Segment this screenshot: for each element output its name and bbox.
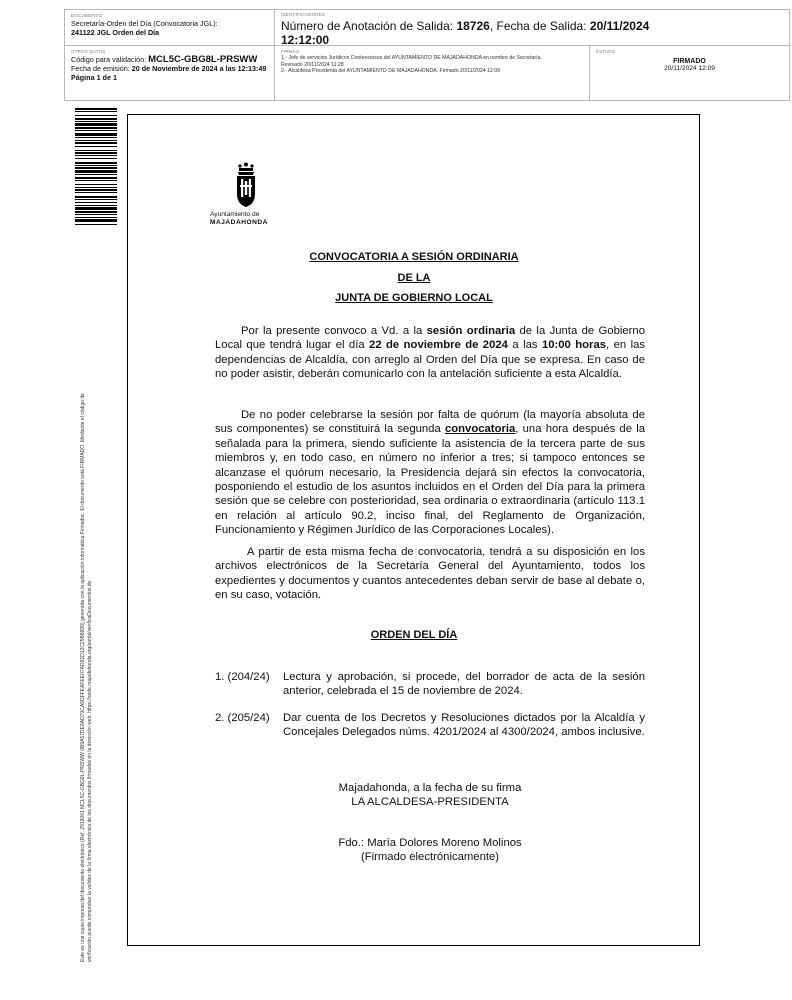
signer-name: Fdo.: María Dolores Moreno Molinos	[338, 837, 522, 849]
signer-note: (Firmado electrónicamente)	[360, 851, 500, 864]
signature-header-table	[64, 9, 790, 101]
anotacion-hora: 12:12:00	[281, 33, 330, 47]
barcode-stripe	[75, 224, 117, 225]
firma-2: 2.- Alcaldesa Presidenta del AYUNTAMIENTO DE MAJADAHONDA. Firmado 20/11/2024 12:09	[281, 68, 501, 74]
logo-caption-line1: Ayuntamiento de	[210, 211, 260, 218]
p1-c: de la Junta de Gobierno Local que tendrá lugar el día	[215, 325, 645, 352]
estado-cell	[590, 46, 789, 100]
documento-label: DOCUMENTO	[71, 13, 103, 18]
verification-side-text	[80, 292, 93, 962]
orden-item-text: Dar cuenta de los Decretos y Resoluciones dictados por la Alcaldía y Concejales Delegados núms. 4201/2024 al 4300/2024, ambos inclusive.	[283, 712, 645, 739]
paragraph-quorum	[215, 408, 645, 538]
p2-convocatoria: convocatoria	[444, 423, 516, 436]
logo-caption	[210, 211, 286, 227]
document-title-line2: DE LA	[397, 272, 431, 284]
anotacion-mid: , Fecha de Salida:	[489, 19, 590, 33]
documento-line2: 241122 JGL Orden del Día	[71, 28, 160, 37]
emision-prefix: Fecha de emisión:	[71, 64, 132, 73]
otros-datos-cell	[65, 46, 275, 100]
side-text-line2: verificación puede comprobar la validez de la firma electrónica de los documentos firmados en la dirección web: https://sede.majadahonda.org/portal/verificaDocumentos.do	[86, 580, 93, 962]
closing-role: LA ALCALDESA-PRESIDENTA	[351, 796, 509, 809]
logo-caption-line2: MAJADAHONDA	[210, 219, 268, 226]
closing-place: Majadahonda, a la fecha de su firma	[338, 782, 522, 794]
signature-block	[215, 836, 645, 865]
barcode-image	[75, 108, 117, 276]
firmas-label: FIRMAS	[281, 49, 300, 54]
codigo-prefix: Código para validación:	[71, 55, 149, 64]
anotacion-prefix: Número de Anotación de Salida:	[281, 19, 457, 33]
document-title-line3: JUNTA DE GOBIERNO LOCAL	[335, 292, 493, 304]
p1-sesion-ordinaria: sesión ordinaria	[426, 325, 516, 337]
orden-item-number: 1. (204/24)	[215, 671, 270, 683]
p1-g: , en las dependencias de Alcaldía, con arreglo al Orden del Día que se expresa. En caso de no poder asistir, deberán comunicarlo con la antelación suficiente a esta Alcaldía.	[215, 339, 646, 381]
p2-a: De no poder celebrarse la sesión por falta de quórum (la mayoría absoluta de sus componentes) se constituirá la segunda	[215, 409, 645, 436]
orden-item	[215, 711, 645, 740]
estado-label: ESTADO	[596, 49, 616, 54]
fecha-emision	[71, 64, 268, 73]
p1-hora: 10:00 horas	[541, 339, 607, 352]
identificadores-cell	[275, 10, 789, 46]
p1-a: Por la presente convoco a Vd. a la	[241, 325, 427, 337]
anotacion-numero: 18726	[456, 19, 490, 33]
codigo-value[interactable]: MCL5C-GBG8L-PRSWW	[148, 54, 258, 65]
document-title-line1: CONVOCATORIA A SESIÓN ORDINARIA	[309, 251, 519, 263]
otros-datos-label: OTROS DATOS	[71, 49, 106, 54]
paragraph-convocatoria	[215, 324, 645, 382]
firma-1: 1.- Jefe de servicios Jurídicos Contenciosos del AYUNTAMIENTO DE MAJADAHONDA en nombre de Secretaría.	[281, 55, 542, 61]
closing-block	[215, 781, 645, 810]
orden-item	[215, 670, 645, 699]
firma-1-revisado: Revisado 20/11/2024 11:28	[281, 61, 344, 68]
paragraph-archivos	[215, 545, 645, 603]
anotacion-salida	[281, 19, 783, 47]
orden-item-number: 2. (205/24)	[215, 712, 270, 724]
pagina-indicator: Página 1 de 1	[71, 73, 117, 82]
p1-fecha: 22 de noviembre de 2024	[369, 339, 508, 352]
documento-line1: Secretaría-Orden del Día (Convocatoria JGL):	[71, 19, 218, 28]
p1-e: a las	[507, 339, 542, 352]
estado-value: FIRMADO	[673, 58, 706, 65]
firmas-cell	[275, 46, 590, 100]
documento-cell	[65, 10, 275, 46]
emision-value: 20 de Noviembre de 2024 a las 12:13:49	[131, 64, 267, 73]
estado-fecha: 20/11/2024 12:09	[664, 65, 715, 72]
codigo-validacion	[71, 55, 268, 64]
orden-item-text: Lectura y aprobación, si procede, del borrador de acta de la sesión anterior, celebrada el 15 de noviembre de 2024.	[283, 671, 645, 698]
side-text-line1: Este es una copia impresa del documento electrónico (Ref: 2919061 MCL5C-GBG8L-PRSWW 0B9A57DE8AD70CA9DFFEAFEE07AD91D12C25B8999) generada con la aplicación informática Firmadoc. El documento está FIRMADO. Mediante el código de	[80, 393, 86, 962]
p3-text: A partir de esta misma fecha de convocatoria, tendrá a su disposición en los archivos electrónicos de la Secretaría General del Ayuntamiento, todos los expedientes y documentos y cuantos antecedentes deban servir de base al debate o, en su caso, votación.	[215, 546, 645, 602]
p2-c: , una hora después de la señalada para la primera, siendo suficiente la asistencia de la tercera parte de sus miembros y, en todo caso, en número no inferior a tres; si tampoco entonces se alcanzase el quórum necesario, la Presidencia dejará sin efectos la convocatoria, posponiendo el estudio de los asuntos incluidos en el Orden del Día para la primera sesión que se celebre con posterioridad, sea ordinaria o extraordinaria (artículo 113.1 en relación al artículo 90.2, inciso final, del Reglamento de Organización, Funcionamiento y Régimen Jurídico de las Corporaciones Locales).	[215, 423, 645, 537]
orden-del-dia-title: ORDEN DEL DÍA	[370, 629, 458, 641]
identificadores-label: IDENTIFICADORES	[281, 12, 326, 17]
anotacion-fecha: 20/11/2024	[589, 19, 650, 33]
